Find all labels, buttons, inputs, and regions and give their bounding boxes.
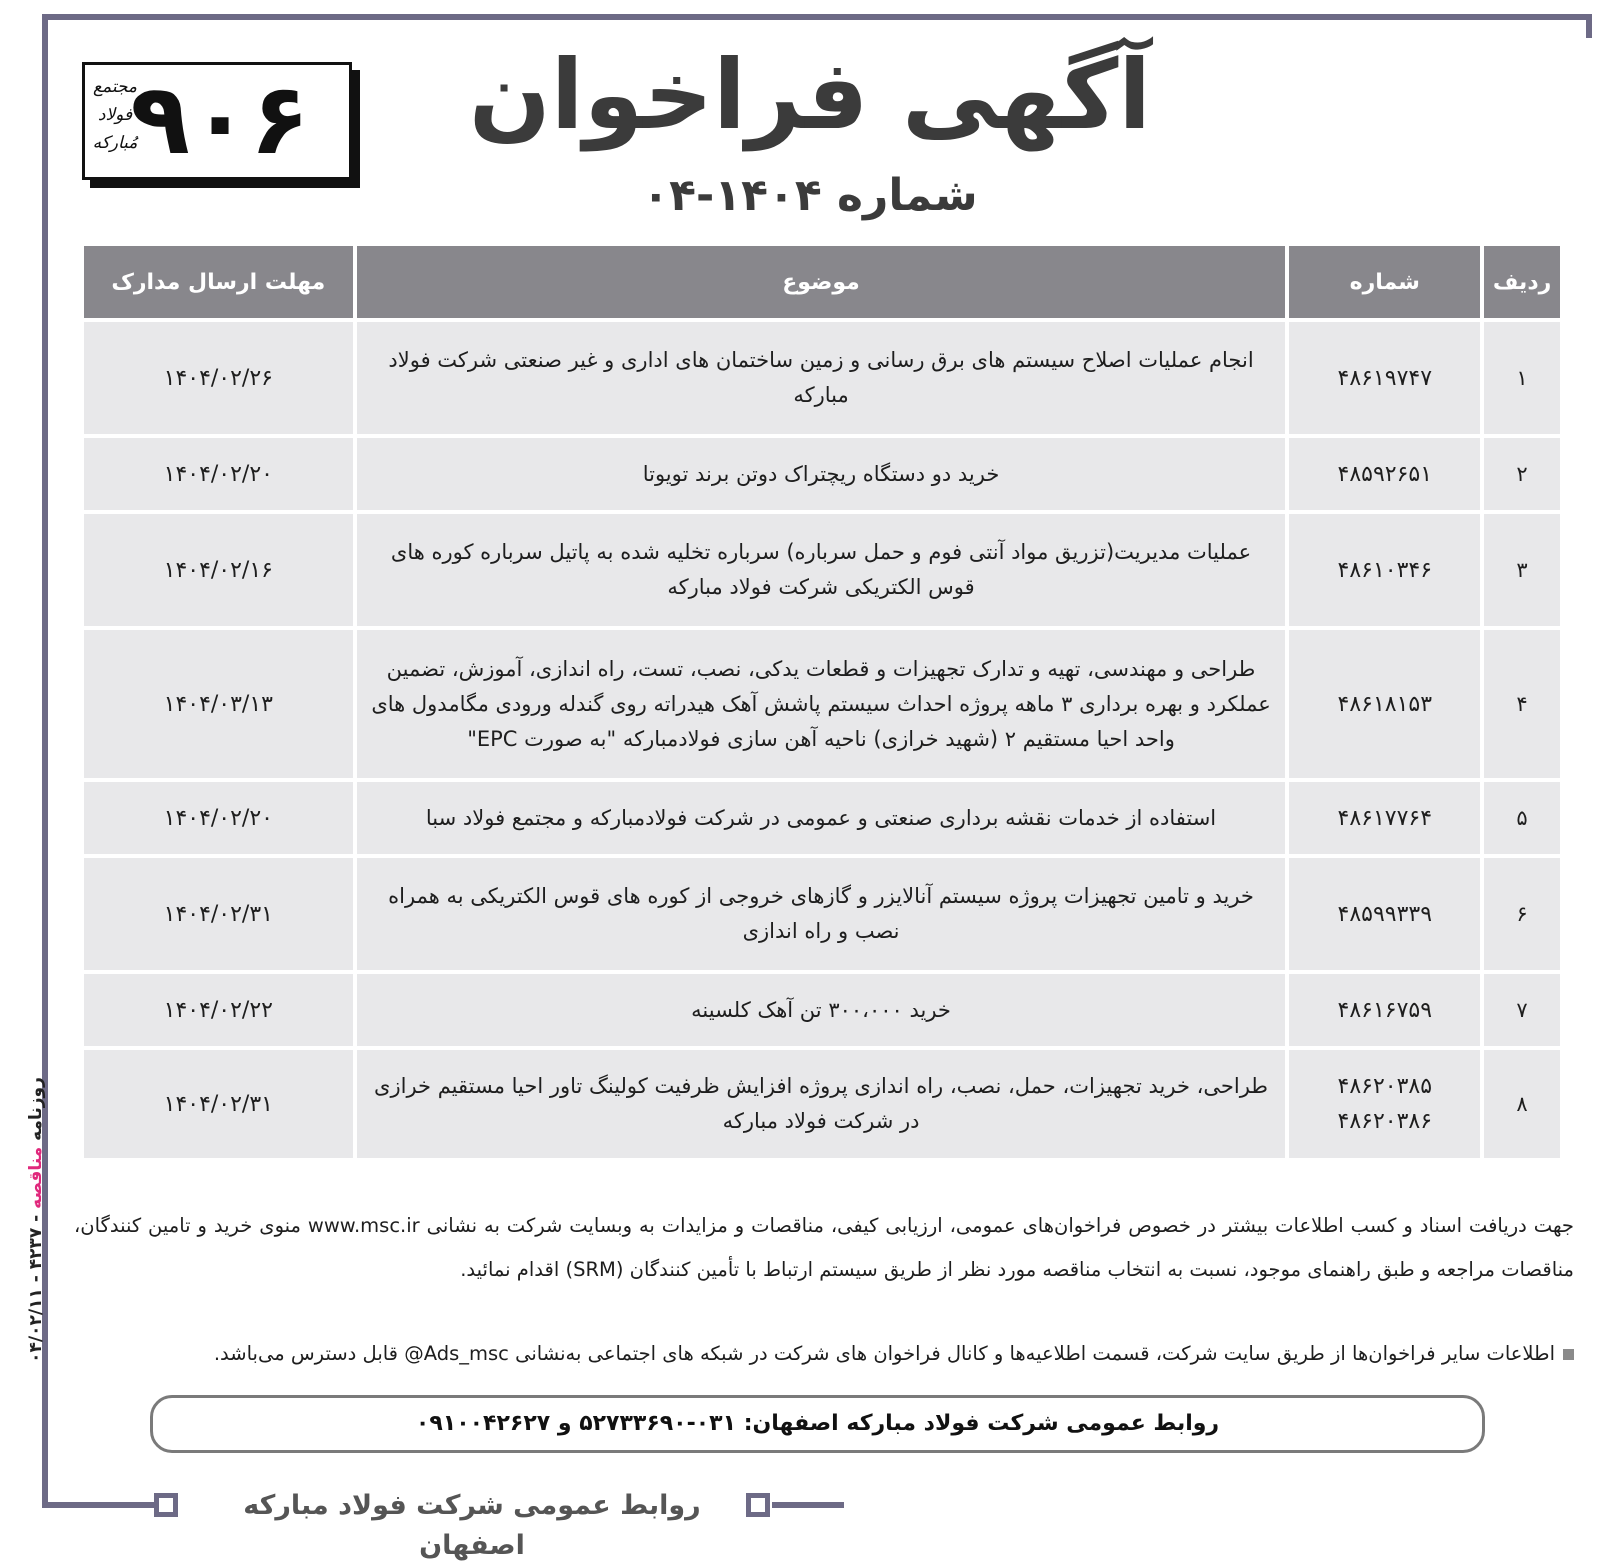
frame-bottom-border	[42, 1502, 154, 1508]
tender-number: ۴۸۶۱۹۷۴۷	[1289, 322, 1480, 434]
table-row	[84, 974, 1560, 1046]
tender-subject: خرید و تامین تجهیزات پروژه سیستم آنالایزر و گازهای خروجی از کوره های قوس الکتریکی به همراه نصب و راه اندازی	[357, 858, 1286, 970]
tender-number: ۴۸۶۱۸۱۵۳	[1289, 630, 1480, 778]
tender-subject: خرید دو دستگاه ریچتراک دوتن برند تویوتا	[357, 438, 1286, 510]
row-index: ۲	[1484, 438, 1560, 510]
announcement-number: شماره ۱۴۰۴-۰۴	[642, 170, 978, 221]
tender-deadline: ۱۴۰۴/۰۲/۲۲	[84, 974, 353, 1046]
info-bullet-text: اطلاعات سایر فراخوان‌ها از طریق سایت شرکت، قسمت اطلاعیه‌ها و کانال فراخوان های شرکت در شبکه های اجتماعی به‌نشانی Ads_msc@ قابل دسترس می‌باشد.	[213, 1342, 1555, 1365]
header-row: ردیف	[1484, 246, 1560, 318]
row-index: ۴	[1484, 630, 1560, 778]
logo-caption-line: مُبارکه	[92, 133, 138, 153]
info-paragraph: جهت دریافت اسناد و کسب اطلاعات بیشتر در خصوص فراخوان‌های عمومی، ارزیابی کیفی، مناقصات و مزایدات به وبسایت شرکت به نشانی www.msc.ir منوی خرید و تامین کنندگان، مناقصات مراجعه و طبق راهنمای موجود، نسبت به انتخاب مناقصه مورد نظر از طریق سیستم ارتباط با تأمین کنندگان (SRM) اقدام نمائید.	[74, 1214, 1574, 1281]
tender-number: ۴۸۶۱۰۳۴۶	[1289, 514, 1480, 626]
company-logo	[82, 62, 352, 180]
frame-top-border	[42, 14, 1582, 20]
contact-phone: روابط عمومی شرکت فولاد مبارکه اصفهان: ۰۳۱-۵۲۷۳۳۶۹۰ و ۰۹۱۰۰۴۲۶۲۷	[415, 1411, 1220, 1436]
bullet-icon	[1563, 1349, 1574, 1360]
tender-subject: طراحی، خرید تجهیزات، حمل، نصب، راه اندازی پروژه افزایش ظرفیت کولینگ تاور احیا مستقیم خرازی در شرکت فولاد مبارکه	[357, 1050, 1286, 1158]
table-row	[84, 630, 1560, 778]
stamp-prefix: روزنامه	[26, 1077, 46, 1141]
header-deadline: مهلت ارسال مدارک	[84, 246, 353, 318]
logo-caption-line: مجتمع	[92, 77, 138, 97]
logo-caption	[91, 73, 139, 157]
tender-deadline: ۱۴۰۴/۰۲/۳۱	[84, 858, 353, 970]
table-row	[84, 438, 1560, 510]
tender-subject: طراحی و مهندسی، تهیه و تدارک تجهیزات و قطعات یدکی، نصب، تست، راه اندازی، آموزش، تضمین عملکرد و بهره برداری ۳ ماهه پروژه احداث سیستم پاشش آهک هیدراته روی گندله ورودی مگامدول های واحد احیا مستقیم ۲ (شهید خرازی) ناحیه آهن سازی فولادمبارکه "به صورت EPC"	[357, 630, 1286, 778]
tender-subject: عملیات مدیریت(تزریق مواد آنتی فوم و حمل سرباره) سرباره تخلیه شده به پاتیل سرباره کوره های قوس الکتریکی شرکت فولاد مبارکه	[357, 514, 1286, 626]
logo-mark: ۹۰۶	[130, 63, 310, 177]
tender-deadline: ۱۴۰۴/۰۲/۲۰	[84, 782, 353, 854]
row-index: ۱	[1484, 322, 1560, 434]
tender-deadline: ۱۴۰۴/۰۲/۳۱	[84, 1050, 353, 1158]
newspaper-stamp	[18, 1060, 54, 1380]
table-row	[84, 858, 1560, 970]
tender-number: ۴۸۶۱۶۷۵۹	[1289, 974, 1480, 1046]
row-index: ۸	[1484, 1050, 1560, 1158]
footer-signature: روابط عمومی شرکت فولاد مبارکه اصفهان	[243, 1490, 701, 1561]
row-index: ۶	[1484, 858, 1560, 970]
table-header-row	[84, 246, 1560, 318]
tender-subject: انجام عملیات اصلاح سیستم های برق رسانی و زمین ساختمان های اداری و غیر صنعتی شرکت فولاد مبارکه	[357, 322, 1286, 434]
table-row	[84, 322, 1560, 434]
tender-deadline: ۱۴۰۴/۰۳/۱۳	[84, 630, 353, 778]
tender-deadline: ۱۴۰۴/۰۲/۱۶	[84, 514, 353, 626]
contact-box	[150, 1395, 1485, 1453]
frame-corner	[1568, 14, 1592, 38]
tender-number: ۴۸۵۹۹۳۳۹	[1289, 858, 1480, 970]
row-index: ۳	[1484, 514, 1560, 626]
table-row	[84, 1050, 1560, 1158]
frame-square-icon	[746, 1493, 770, 1517]
page-title: آگهی فراخوان	[468, 39, 1152, 151]
tender-number: ۴۸۵۹۲۶۵۱	[1289, 438, 1480, 510]
table-row	[84, 782, 1560, 854]
tender-number: ۴۸۶۲۰۳۸۵ ۴۸۶۲۰۳۸۶	[1289, 1050, 1480, 1158]
info-bullet	[74, 1334, 1574, 1374]
newspaper-stamp-text	[18, 1060, 54, 1380]
tender-deadline: ۱۴۰۴/۰۲/۲۰	[84, 438, 353, 510]
header-subject: موضوع	[357, 246, 1286, 318]
row-index: ۷	[1484, 974, 1560, 1046]
tender-subject: استفاده از خدمات نقشه برداری صنعتی و عمومی در شرکت فولادمبارکه و مجتمع فولاد سبا	[357, 782, 1286, 854]
frame-bottom-border	[772, 1502, 844, 1508]
tender-deadline: ۱۴۰۴/۰۲/۲۶	[84, 322, 353, 434]
table-row	[84, 514, 1560, 626]
tender-number: ۴۸۶۱۷۷۶۴	[1289, 782, 1480, 854]
logo-caption-line: فولاد	[97, 105, 133, 125]
stamp-accent: مناقصه	[26, 1146, 46, 1209]
row-index: ۵	[1484, 782, 1560, 854]
tender-table	[80, 242, 1564, 1162]
header-number: شماره	[1289, 246, 1480, 318]
frame-square-icon	[154, 1493, 178, 1517]
stamp-suffix: - ۴۲۳۷ - ۰۴/۰۲/۱۱	[26, 1214, 46, 1363]
tender-subject: خرید ۳۰۰،۰۰۰ تن آهک کلسینه	[357, 974, 1286, 1046]
